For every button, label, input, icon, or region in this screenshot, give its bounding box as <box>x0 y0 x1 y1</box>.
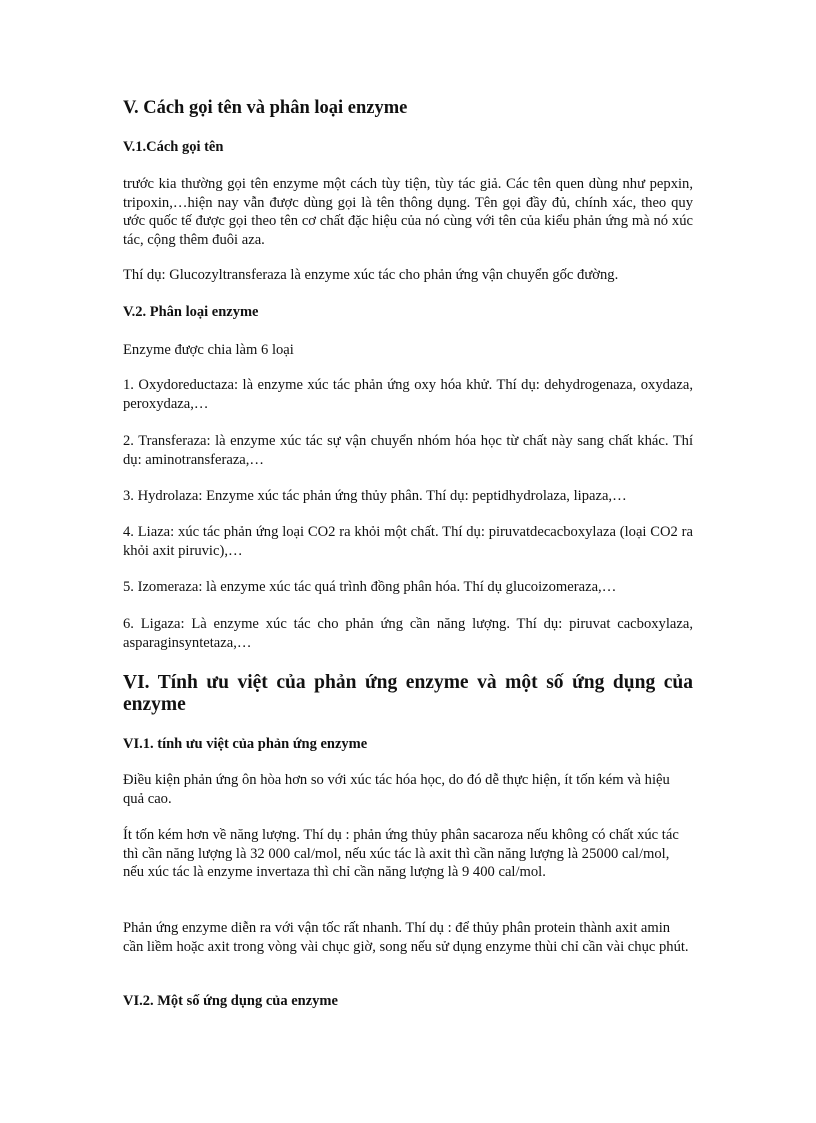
list-item-transferaza: 2. Transferaza: là enzyme xúc tác sự vận chuyển nhóm hóa học từ chất này sang chất khác. Thí dụ: aminotransferaza,… <box>123 433 693 468</box>
section-v2-heading: V.2. Phân loại enzyme <box>123 304 259 320</box>
list-item-izomeraza: 5. Izomeraza: là enzyme xúc tác quá trình đồng phân hóa. Thí dụ glucoizomeraza,… <box>123 579 617 595</box>
section-vi-heading: VI. Tính ưu việt của phản ứng enzyme và một số ứng dụng của enzyme <box>123 672 693 715</box>
section-vi2-heading: VI.2. Một số ứng dụng của enzyme <box>123 993 338 1009</box>
list-item-hydrolaza: 3. Hydrolaza: Enzyme xúc tác phản ứng thủy phân. Thí dụ: peptidhydrolaza, lipaza,… <box>123 488 627 504</box>
advantage-paragraph-conditions: Điều kiện phản ứng ôn hòa hơn so với xúc tác hóa học, do đó dễ thực hiện, ít tốn kém và hiệu quả cao. <box>123 772 670 807</box>
section-vi1-heading: VI.1. tính ưu việt của phản ứng enzyme <box>123 736 368 752</box>
classification-intro: Enzyme được chia làm 6 loại <box>123 342 294 358</box>
naming-paragraph: trước kia thường gọi tên enzyme một cách tùy tiện, tùy tác giả. Các tên quen dùng như pepxin, tripoxin,…hiện nay vẫn được dùng gọi là tên thông dụng. Tên gọi đầy đủ, chính xác, theo quy ước quốc tế được gọi theo tên cơ chất đặc hiệu của nó cùng với tên của kiểu phản ứng mà nó xúc tác, cộng thêm đuôi aza. <box>123 176 693 248</box>
advantage-paragraph-energy: Ít tốn kém hơn về năng lượng. Thí dụ : phản ứng thủy phân sacaroza nếu không có chất xúc tác thì cần năng lượng là 32 000 cal/mol, nếu xúc tác là axit thì cần năng lượng là 25000 cal/mol, nếu xúc tác là enzyme invertaza thì chỉ cần năng lượng là 9 400 cal/mol. <box>123 827 679 881</box>
section-v1-heading: V.1.Cách gọi tên <box>123 139 224 155</box>
list-item-liaza: 4. Liaza: xúc tác phản ứng loại CO2 ra khỏi một chất. Thí dụ: piruvatdecacboxylaza (loại CO2 ra khỏi axit piruvic),… <box>123 524 693 559</box>
section-v-heading: V. Cách gọi tên và phân loại enzyme <box>123 98 408 118</box>
naming-example-paragraph: Thí dụ: Glucozyltransferaza là enzyme xúc tác cho phản ứng vận chuyển gốc đường. <box>123 267 619 283</box>
advantage-paragraph-speed: Phản ứng enzyme diễn ra với vận tốc rất nhanh. Thí dụ : để thủy phân protein thành axit amin cần liềm hoặc axit trong vòng vài chục giờ, song nếu sử dụng enzyme thùi chỉ cần vài chục phút. <box>123 920 689 955</box>
list-item-ligaza: 6. Ligaza: Là enzyme xúc tác cho phản ứng cần năng lượng. Thí dụ: piruvat cacboxylaza, asparaginsyntetaza,… <box>123 616 693 651</box>
list-item-oxydoreductaza: 1. Oxydoreductaza: là enzyme xúc tác phản ứng oxy hóa khử. Thí dụ: dehydrogenaza, oxydaza, peroxydaza,… <box>123 377 693 412</box>
